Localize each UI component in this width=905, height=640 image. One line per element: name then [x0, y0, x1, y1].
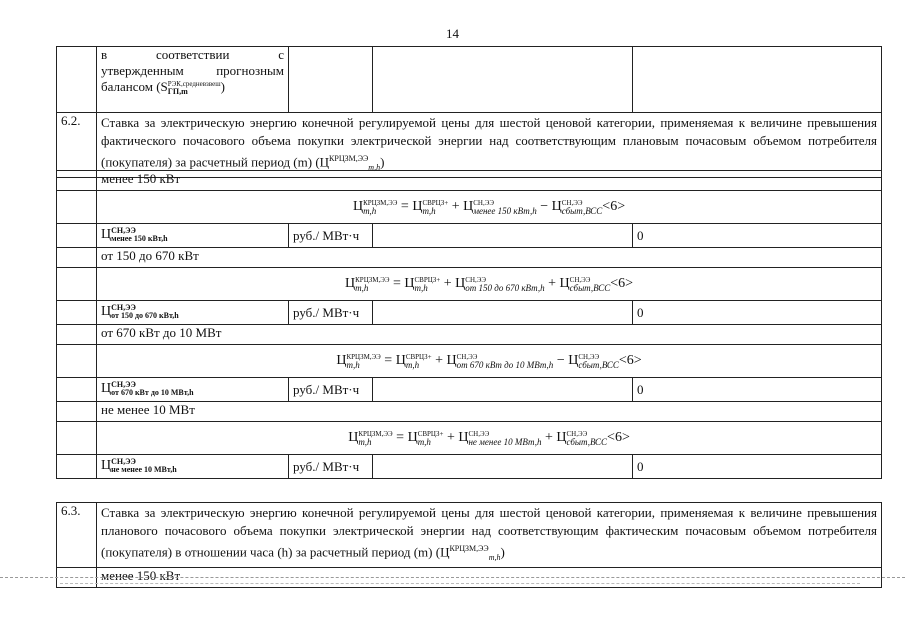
formula-term: Ц СВРЦЗ+ m,h [395, 352, 432, 370]
section-62-text: Ставка за электрическую энергию конечной регулируемой цены для шестой ценовой категории, применяемая к величине превышения фактического почасового объема покупки электрической энергии над соответствующим плановым почасовым объемом потребителя (покупателя) за расчетный период (m) $(Ц^{КРЦЗМ,ЭЭ}_{m,h})$ [97, 113, 882, 178]
value-cell: 0 [633, 224, 882, 248]
row-top-line1: в соответствии с [101, 47, 284, 62]
row-top-line3: балансом (S РЭК,средневзвеш ГП,m ) [101, 79, 225, 97]
formula-number: <6> [607, 430, 630, 446]
group-label: менее 150 кВт [97, 567, 882, 587]
formula: Ц КРЦЗМ,ЭЭ m,h = Ц СВРЦЗ+ m,h + Ц СН,ЭЭ от 670 кВт до 10 МВт,h − Ц СН,ЭЭ сбыт,ВСС <6> [97, 345, 882, 378]
table-row [57, 268, 882, 301]
value-cell: 0 [633, 378, 882, 402]
formula-term: Ц СВРЦЗ+ m,h [404, 275, 441, 293]
table-row [57, 325, 882, 345]
table-row [57, 378, 882, 402]
formula-term: Ц СВРЦЗ+ m,h [407, 429, 444, 447]
symbol-cell: Ц СН,ЭЭ менее 150 кВт,h [97, 224, 289, 248]
formula: Ц КРЦЗМ,ЭЭ m,h = Ц СВРЦЗ+ m,h + Ц СН,ЭЭ менее 150 кВт,h − Ц СН,ЭЭ сбыт,ВСС <6> [97, 191, 882, 224]
page-number: 14 [446, 26, 459, 41]
table-row [57, 47, 882, 113]
formula-term: Ц СН,ЭЭ от 150 до 670 кВт,h [455, 275, 545, 293]
formula: Ц КРЦЗМ,ЭЭ m,h = Ц СВРЦЗ+ m,h + Ц СН,ЭЭ не менее 10 МВт,h + Ц СН,ЭЭ сбыт,ВСС <6> [97, 422, 882, 455]
unit-cell: руб./ МВт·ч [289, 301, 373, 325]
formula-lhs: Ц КРЦЗМ,ЭЭ m,h [348, 429, 393, 447]
table-row [57, 345, 882, 378]
section-63-number: 6.3. [57, 503, 97, 568]
groups-table [56, 170, 882, 479]
table-row [57, 248, 882, 268]
formula-lhs: Ц КРЦЗМ,ЭЭ m,h [336, 352, 381, 370]
formula-term: Ц СН,ЭЭ менее 150 кВт,h [463, 198, 537, 216]
formula-number: <6> [602, 199, 626, 215]
section-63-text: Ставка за электрическую энергию конечной регулируемой цены для шестой ценовой категории, применяемая к величине превышения планового почасового объема покупки электрической энергии над соответствующим фактическим почасовым объемом потребителя (покупателя) в отношении часа (h) за расчетный период (m) $(Ц^{КРЦЗМ,ЭЭ}_{m,h})$ [97, 503, 882, 568]
group-label: от 150 до 670 кВт [97, 248, 882, 268]
section-63-row [57, 503, 882, 568]
formula-number: <6> [610, 276, 634, 292]
symbol-cell: Ц СН,ЭЭ от 150 до 670 кВт,h [97, 301, 289, 325]
formula-lhs: Ц КРЦЗМ,ЭЭ m,h [352, 198, 398, 216]
table-row [57, 455, 882, 479]
group-label: менее 150 кВт [97, 171, 882, 191]
unit-cell: руб./ МВт·ч [289, 378, 373, 402]
formula-term: Ц СН,ЭЭ сбыт,ВСС [551, 198, 603, 216]
divider [0, 577, 905, 578]
symbol-cell: Ц СН,ЭЭ не менее 10 МВт,h [97, 455, 289, 479]
unit-cell: руб./ МВт·ч [289, 224, 373, 248]
formula-term: Ц СН,ЭЭ сбыт,ВСС [568, 352, 619, 370]
section-62-row [57, 113, 882, 178]
table-row [57, 402, 882, 422]
unit-cell: руб./ МВт·ч [289, 455, 373, 479]
formula-term: Ц СН,ЭЭ сбыт,ВСС [559, 275, 611, 293]
table-row [57, 301, 882, 325]
tariff-table [56, 46, 882, 178]
formula-term: Ц СН,ЭЭ не менее 10 МВт,h [458, 429, 542, 447]
divider [60, 583, 860, 584]
section-63-table [56, 502, 882, 588]
row-top-line2: утвержденным прогнозным [101, 63, 284, 78]
formula-term: Ц СН,ЭЭ от 670 кВт до 10 МВт,h [446, 352, 554, 370]
formula-number: <6> [618, 353, 642, 369]
group-label: не менее 10 МВт [97, 402, 882, 422]
table-row [57, 171, 882, 191]
table-row [57, 191, 882, 224]
table-row [57, 224, 882, 248]
value-cell: 0 [633, 301, 882, 325]
formula-term: Ц СН,ЭЭ сбыт,ВСС [556, 429, 608, 447]
section-62-number: 6.2. [57, 113, 97, 178]
table-row [57, 422, 882, 455]
group-label: от 670 кВт до 10 МВт [97, 325, 882, 345]
formula-lhs: Ц КРЦЗМ,ЭЭ m,h [345, 275, 390, 293]
formula: Ц КРЦЗМ,ЭЭ m,h = Ц СВРЦЗ+ m,h + Ц СН,ЭЭ от 150 до 670 кВт,h + Ц СН,ЭЭ сбыт,ВСС <6> [97, 268, 882, 301]
formula-term: Ц СВРЦЗ+ m,h [412, 198, 449, 216]
value-cell: 0 [633, 455, 882, 479]
symbol-cell: Ц СН,ЭЭ от 670 кВт до 10 МВт,h [97, 378, 289, 402]
row-top-text [97, 47, 289, 113]
